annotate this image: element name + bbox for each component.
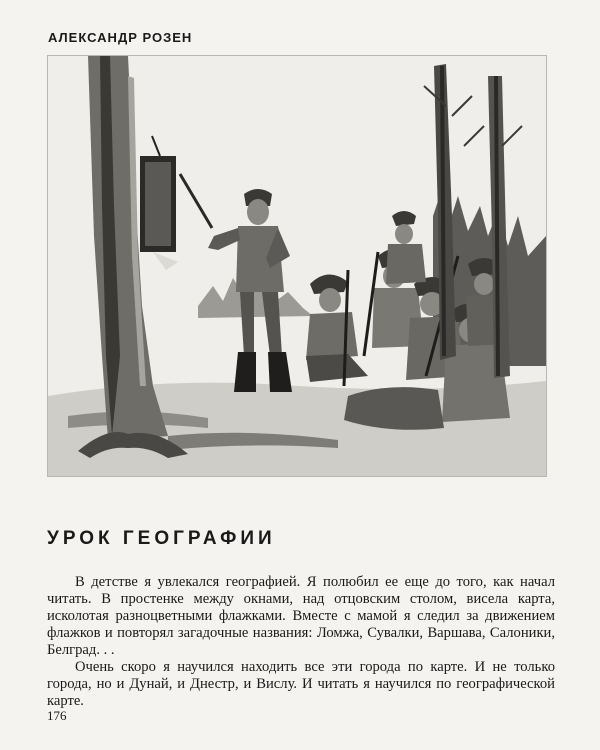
paragraph: Очень скоро я научился находить все эти города по карте. И не только города, но и Дунай, и Днестр, и Вислу. И читать я научился по географической карте. — [47, 659, 555, 709]
page-number: 176 — [47, 708, 67, 723]
article-body — [47, 574, 555, 710]
author-header: АЛЕКСАНДР РОЗЕН — [48, 30, 193, 45]
paragraph: В детстве я увлекался географией. Я полюбил ее еще до того, как начал читать. В простенке между окнами, над отцовским столом, висела карта, исколотая разноцветными флажками. Вместе с мамой я следил за движением флажков и повторял загадочные названия: Ломжа, Сувалки, Варшава, Салоники, Белград. . . — [47, 574, 555, 658]
illustration-drawing — [48, 56, 546, 476]
illustration — [47, 55, 547, 477]
article-title: УРОК ГЕОГРАФИИ — [47, 528, 276, 549]
